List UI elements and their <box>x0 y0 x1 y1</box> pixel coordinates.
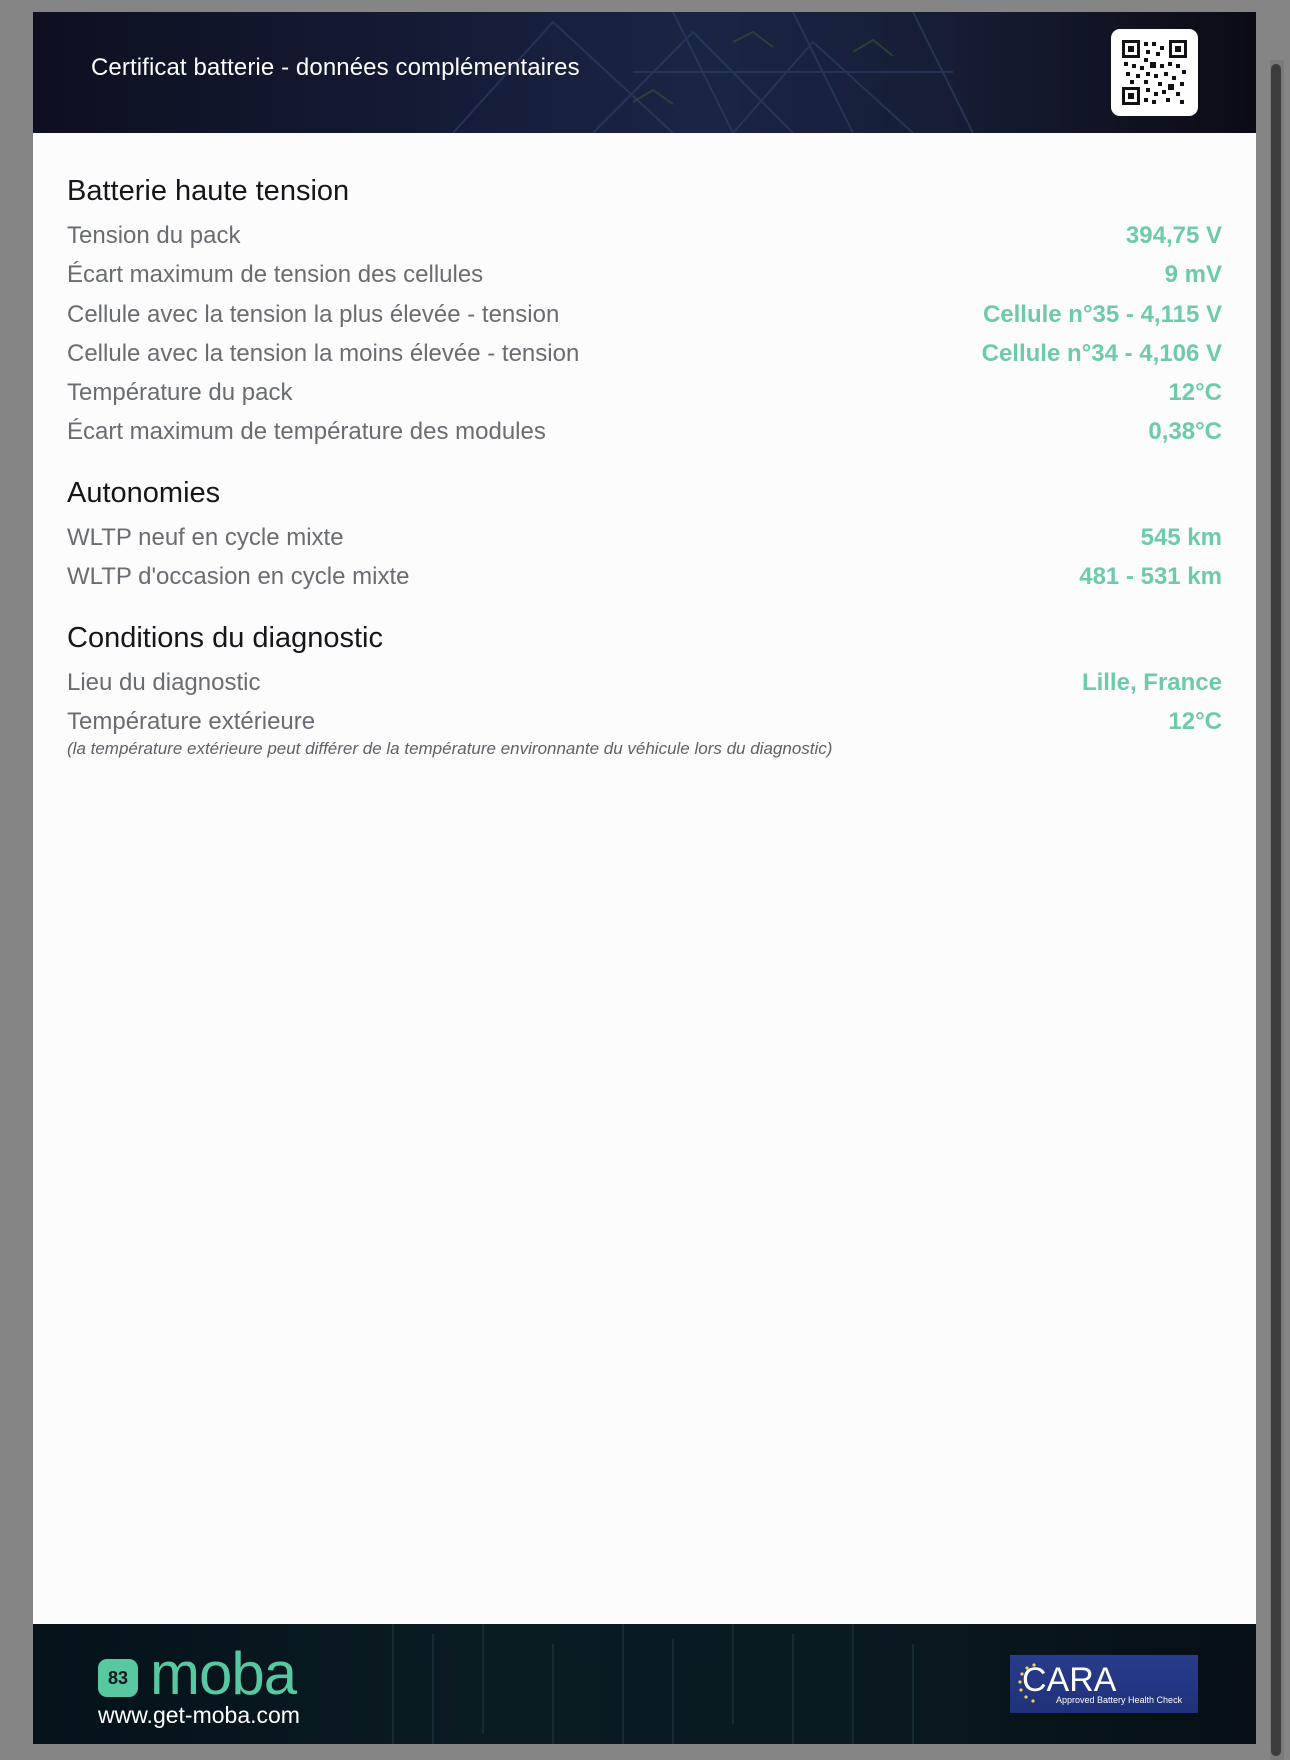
section-title-conditions: Conditions du diagnostic <box>67 622 383 654</box>
data-row <box>67 379 1222 413</box>
footer-banner <box>33 1624 1256 1744</box>
website-link[interactable]: www.get-moba.com <box>98 1702 300 1728</box>
section-title-autonomies: Autonomies <box>67 477 221 509</box>
row-value: 0,38°C <box>1148 418 1222 445</box>
row-label: Lieu du diagnostic <box>67 669 261 696</box>
data-row <box>67 340 1222 374</box>
data-row <box>67 418 1222 452</box>
row-value: Lille, France <box>1081 669 1222 696</box>
qr-code-icon <box>1122 40 1187 105</box>
row-value: 9 mV <box>1164 261 1222 288</box>
brand-name: moba <box>150 1640 297 1707</box>
row-label: Cellule avec la tension la plus élevée - tension <box>67 301 560 328</box>
row-label: Cellule avec la tension la moins élevée - tension <box>67 340 580 367</box>
data-row <box>67 222 1222 256</box>
row-value: 545 km <box>1140 524 1222 551</box>
row-value: 12°C <box>1168 379 1222 406</box>
data-row <box>67 524 1222 558</box>
row-label: Tension du pack <box>67 222 241 249</box>
moba-badge-icon: 83 <box>98 1659 138 1697</box>
row-value: 12°C <box>1168 708 1222 735</box>
data-row <box>67 669 1222 703</box>
cara-wordmark: CARA <box>1022 1661 1117 1699</box>
header-banner <box>33 12 1256 133</box>
data-row <box>67 261 1222 295</box>
row-value: Cellule n°34 - 4,106 V <box>981 340 1222 367</box>
qr-code[interactable] <box>1111 29 1198 116</box>
row-label: WLTP d'occasion en cycle mixte <box>67 563 410 590</box>
row-value: 481 - 531 km <box>1079 563 1222 590</box>
footnote: (la température extérieure peut différer de la température environnante du véhicule lors du diagnostic) <box>67 739 833 758</box>
cara-logo <box>1010 1655 1198 1713</box>
scrollbar-thumb[interactable] <box>1271 64 1281 1756</box>
certificate-page <box>33 12 1256 1744</box>
cara-tagline: Approved Battery Health Check <box>1056 1695 1183 1705</box>
row-value: Cellule n°35 - 4,115 V <box>982 301 1222 328</box>
page-title: Certificat batterie - données complémentaires <box>91 54 580 81</box>
data-row <box>67 708 1222 742</box>
row-label: WLTP neuf en cycle mixte <box>67 524 344 551</box>
section-title-battery: Batterie haute tension <box>67 175 350 207</box>
row-value: 394,75 V <box>1125 222 1222 249</box>
row-label: Température extérieure <box>67 708 316 735</box>
row-label: Écart maximum de température des modules <box>67 418 546 445</box>
moba-logo[interactable] <box>98 1640 343 1709</box>
data-row <box>67 301 1222 335</box>
row-label: Température du pack <box>67 379 293 406</box>
row-label: Écart maximum de tension des cellules <box>67 261 484 288</box>
data-row <box>67 563 1222 597</box>
